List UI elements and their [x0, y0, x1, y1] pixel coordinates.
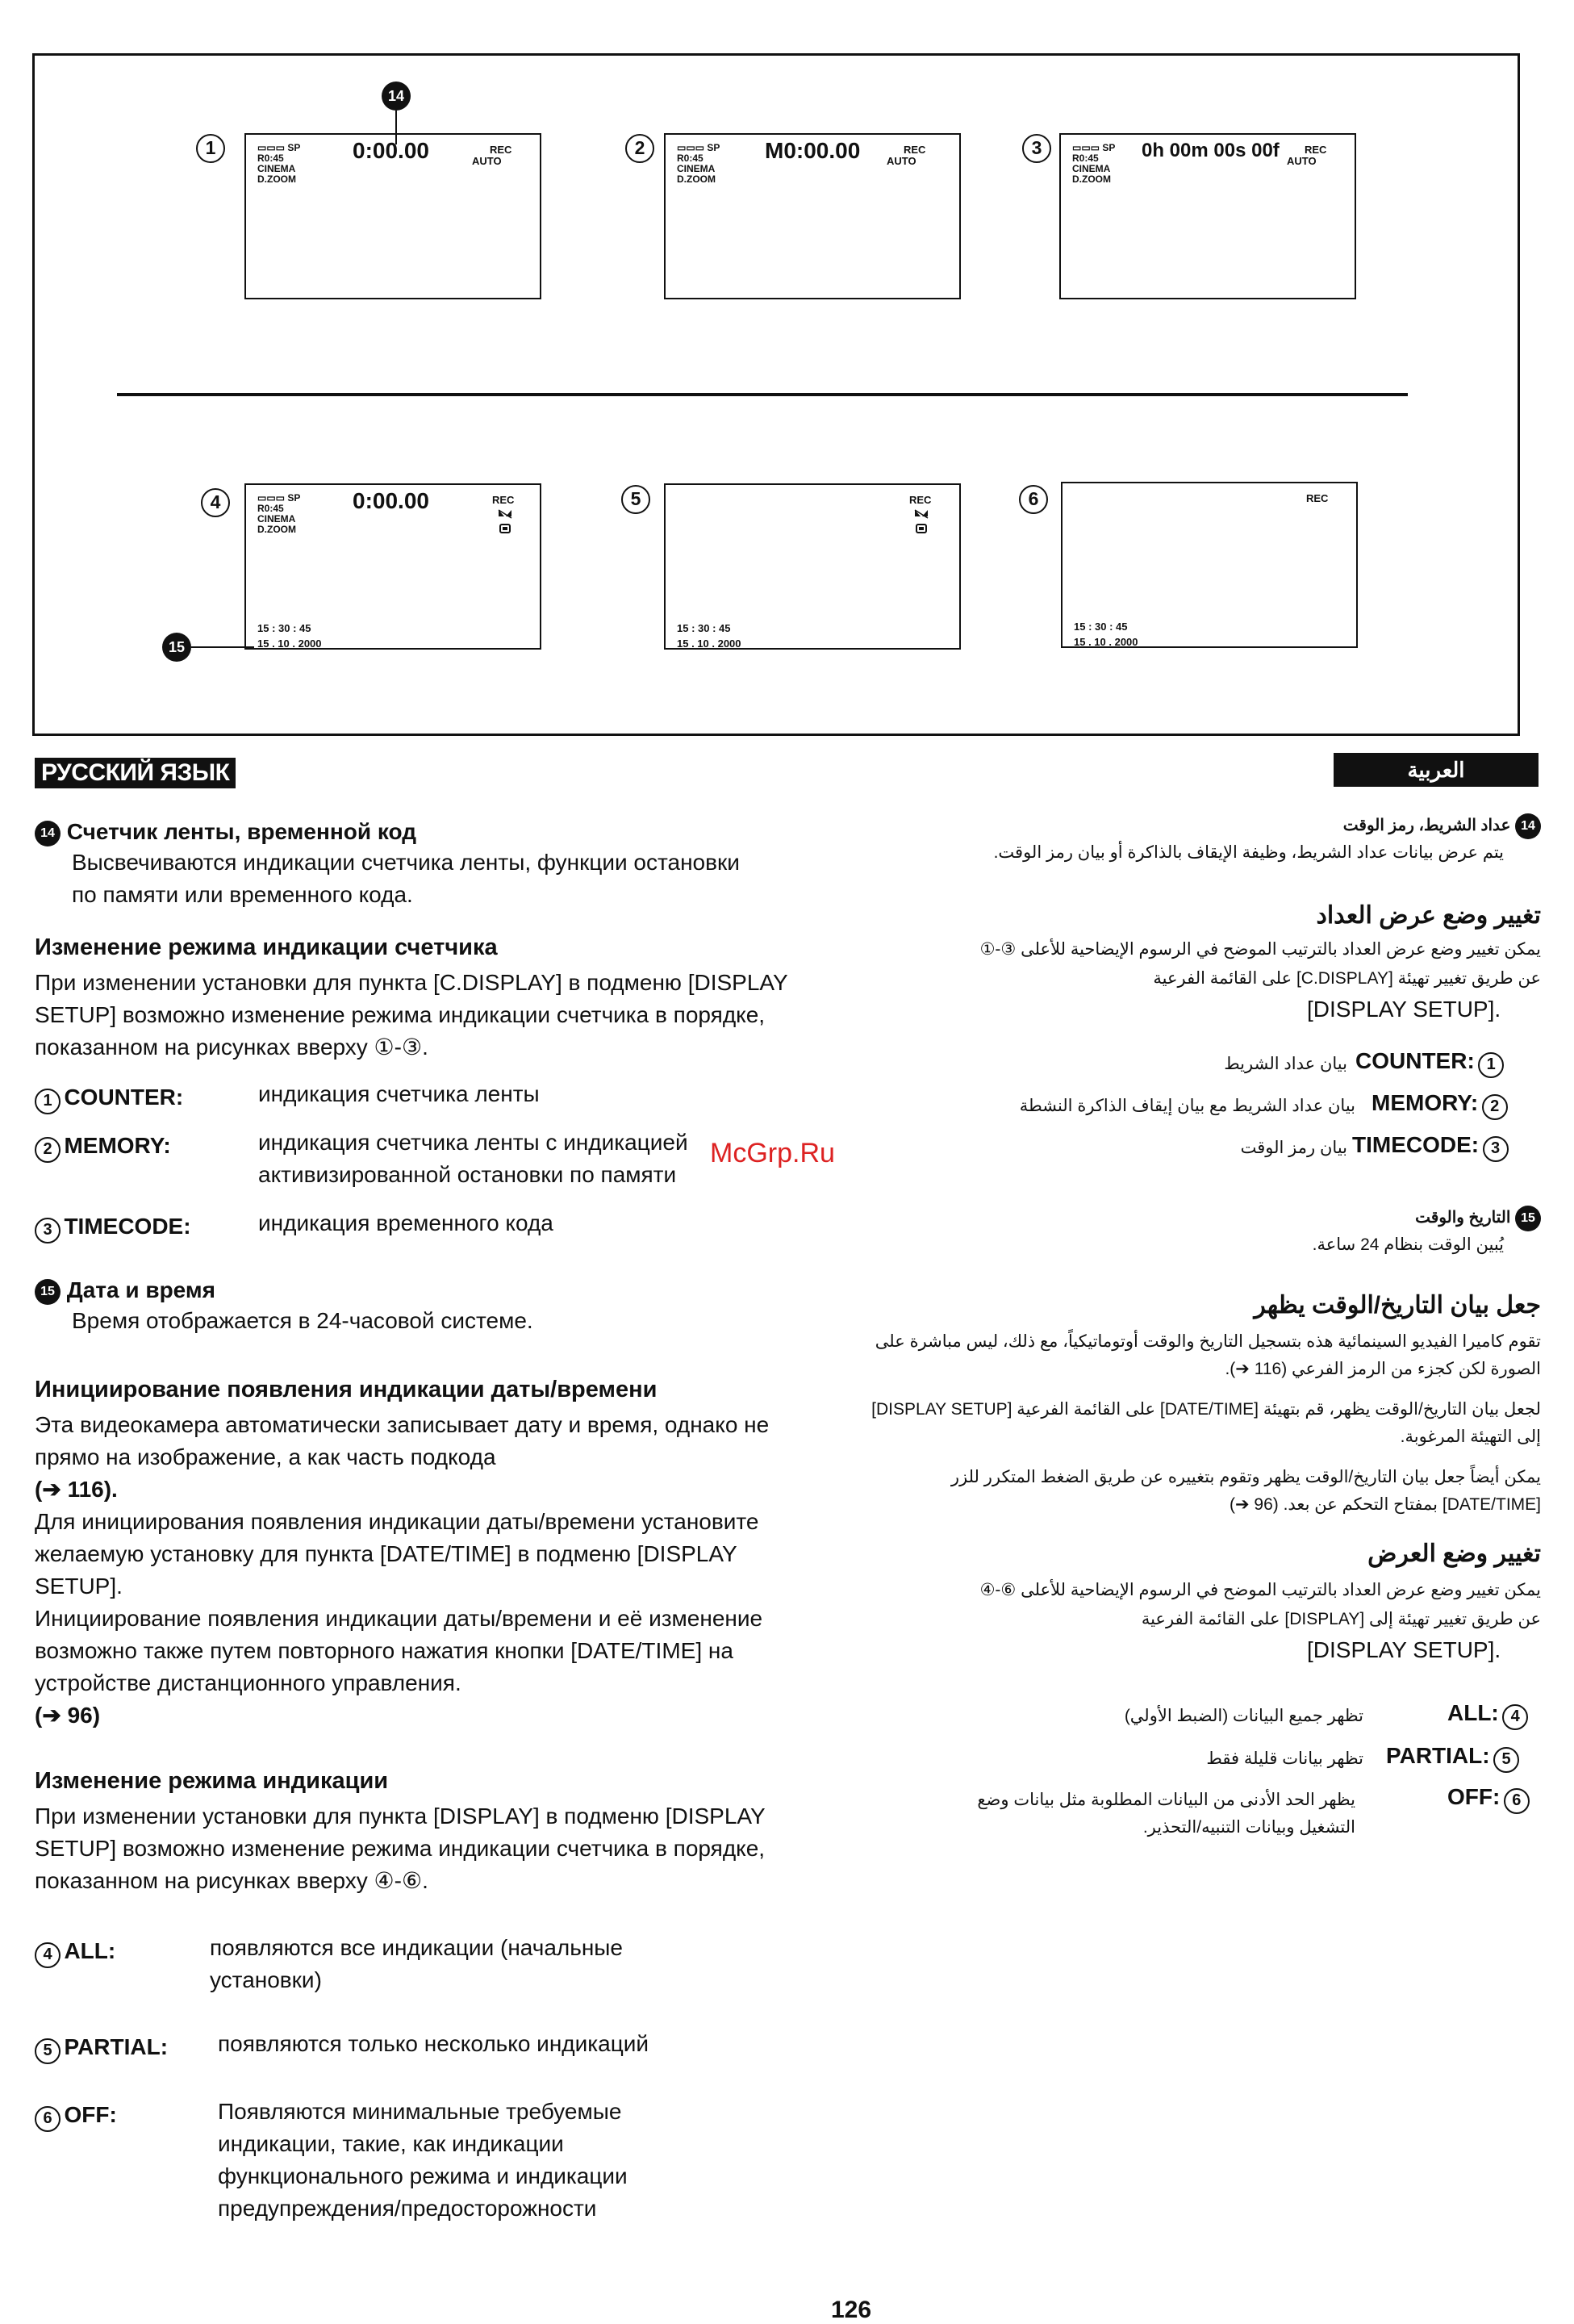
time-display: 15 : 30 : 45: [257, 622, 311, 634]
ar-counter-mode-text-2: عن طريق تغيير تهيئة [C.DISPLAY] على القائمة الفرعية: [1153, 969, 1541, 988]
screen-number-1: [196, 134, 225, 163]
ar-counter-mode-text: يمكن تغيير وضع عرض العداد بالترتيب الموضح في الرسوم الإيضاحية للأعلى ③-①: [979, 940, 1541, 959]
cinema-mode: CINEMA: [677, 163, 716, 174]
screen-number-label: 2: [634, 137, 645, 158]
screen-number-label: 3: [1031, 137, 1042, 158]
ar-item-memory: [1372, 1087, 1508, 1120]
cinema-mode: CINEMA: [257, 513, 296, 525]
time-display: 15 : 30 : 45: [677, 622, 731, 634]
ar-item-term: COUNTER:: [1355, 1048, 1475, 1073]
ar-date-time-setting-text: لجعل بيان التاريخ/الوقت يظهر، قم بتهيئة [DATE/TIME] على القائمة الفرعية [DISPLAY SETUP] إلى التهيئة المرغوبة.: [871, 1400, 1541, 1446]
ar-item-desc: تظهر بيانات قليلة فقط: [1206, 1749, 1363, 1768]
ru-item-desc: индикация временного кода: [258, 1210, 553, 1235]
ar-item-number: 2: [1482, 1094, 1508, 1120]
ru-section-14: [35, 819, 761, 911]
date-time-block: [677, 621, 741, 651]
ru-item-number: 5: [35, 2038, 61, 2064]
auto-indicator: AUTO: [472, 155, 502, 167]
screen-osd-status: [677, 143, 720, 185]
ru-s14-heading: [35, 819, 761, 846]
ru-item-term: TIMECODE:: [64, 1214, 191, 1239]
ru-item-counter: [35, 1081, 183, 1114]
ru-item-number: 6: [35, 2106, 61, 2132]
ar-item-term: ALL:: [1447, 1700, 1499, 1725]
ar-display-mode-text: يمكن تغيير وضع عرض العداد بالترتيب الموضح في الرسوم الإيضاحية للأعلى ⑥-④: [979, 1581, 1541, 1599]
ru-s14-title: Счетчик ленты, временной код: [66, 819, 417, 844]
hand-shake-icon: [500, 525, 510, 533]
ru-s15-marker: 15: [35, 1279, 61, 1305]
cinema-mode: CINEMA: [257, 163, 296, 174]
ar-item-number: 5: [1493, 1747, 1519, 1773]
date-display: 15 . 10 . 2000: [257, 637, 322, 650]
ar-item-number: 3: [1483, 1136, 1509, 1162]
ru-display-mode-text: При изменении установки для пункта [DISPLAY] в подменю [DISPLAY SETUP] возможно изменение режима индикации счетчика в порядке, показанном на рисунках вверху ④-⑥.: [35, 1804, 766, 1893]
ru-s15-heading: [35, 1277, 761, 1305]
ar-item-desc: يظهر الحد الأدنى من البيانات المطلوبة مثل بيانات وضع التشغيل وبيانات التنبيه/التحذير.: [977, 1791, 1355, 1837]
ar-s14-heading: [871, 812, 1541, 839]
ru-heading-counter-mode: Изменение режима индикации счетчика: [35, 934, 498, 960]
screen-5: [664, 483, 961, 650]
ar-section-15: [871, 1204, 1541, 1259]
ar-item-desc: تظهر جميع البيانات (الضبط الأولي): [1124, 1707, 1363, 1725]
ar-item-term: OFF:: [1447, 1784, 1501, 1809]
date-time-block: [1074, 619, 1138, 650]
rec-indicator: REC: [1305, 144, 1327, 156]
ar-item-number: 6: [1504, 1788, 1530, 1814]
ar-s14-body: يتم عرض بيانات عداد الشريط، وظيفة الإيقاف بالذاكرة أو بيان رمز الوقت.: [993, 843, 1504, 862]
rec-indicator: REC: [490, 144, 512, 156]
condensation-icon: [499, 510, 511, 518]
hand-shake-icon: [916, 525, 926, 533]
ar-item-term: TIMECODE:: [1352, 1132, 1480, 1157]
ru-item-partial: [35, 2031, 168, 2064]
watermark: McGrp.Ru: [710, 1138, 835, 1168]
battery-tape-indicator: ▭▭▭ SP: [677, 142, 720, 153]
ru-item-memory: [35, 1130, 171, 1163]
ar-s15-heading: [871, 1204, 1541, 1231]
callout-14-label: 14: [387, 88, 405, 104]
screen-number-4: [201, 488, 230, 517]
remaining-time: R0:45: [257, 503, 284, 514]
ar-heading-display-mode: تغيير وضع العرض: [1367, 1540, 1541, 1567]
screen-number-6: [1019, 485, 1048, 514]
ar-item-all: [1447, 1697, 1528, 1730]
callout-15: [162, 633, 191, 662]
ru-s15-title: Дата и время: [66, 1277, 215, 1302]
ru-date-time-remote-text: Инициирование появления индикации даты/времени и её изменение возможно также путем повторного нажатия кнопки [DATE/TIME] на устройстве дистанционного управления.: [35, 1606, 763, 1695]
timecode-display: 0h 00m 00s 00f: [1142, 140, 1280, 161]
screen-number-3: [1022, 134, 1051, 163]
ru-section-15: [35, 1277, 761, 1337]
ar-date-time-remote-text: يمكن أيضاً جعل بيان التاريخ/الوقت يظهر وتقوم بتغييره عن طريق الضغط المتكرر للزر [DATE/TIME] بمفتاح التحكم عن بعد. (96 ➔): [950, 1468, 1541, 1514]
counter-display: 0:00.00: [353, 138, 429, 163]
ru-heading-display-mode: Изменение режима индикации: [35, 1768, 389, 1794]
screen-number-2: [625, 134, 654, 163]
ar-item-number: 1: [1478, 1052, 1504, 1078]
screen-number-label: 6: [1028, 488, 1039, 509]
ru-item-number: 4: [35, 1942, 61, 1968]
remaining-time: R0:45: [677, 153, 703, 164]
ru-item-number: 1: [35, 1089, 61, 1114]
rec-indicator: REC: [1306, 492, 1329, 504]
date-display: 15 . 10 . 2000: [1074, 636, 1138, 648]
ru-ref-116: (➔ 116).: [35, 1477, 118, 1502]
callout-14: [382, 82, 411, 111]
ar-item-timecode: [1352, 1129, 1509, 1162]
diagram-divider: [117, 393, 1408, 396]
ar-s15-body: يُبين الوقت بنظام 24 ساعة.: [1312, 1235, 1504, 1254]
russian-language-label: РУССКИЙ ЯЗЫК: [35, 758, 236, 788]
ru-item-desc: появляются только несколько индикаций: [218, 2031, 649, 2056]
ru-item-desc: индикация счетчика ленты с индикацией активизированной остановки по памяти: [258, 1130, 688, 1187]
ar-item-term: PARTIAL:: [1386, 1743, 1490, 1768]
ru-item-term: MEMORY:: [64, 1133, 171, 1158]
screen-3: [1059, 133, 1356, 299]
screen-4: [244, 483, 541, 650]
ar-item-term: MEMORY:: [1372, 1090, 1479, 1115]
ru-item-desc: Появляются минимальные требуемые индикации, такие, как индикации функционального режима и индикации предупреждения/предосторожности: [218, 2099, 628, 2221]
ru-item-term: OFF:: [64, 2102, 117, 2127]
remaining-time: R0:45: [1072, 153, 1099, 164]
ru-ref-96: (➔ 96): [35, 1703, 101, 1728]
battery-tape-indicator: ▭▭▭ SP: [1072, 142, 1116, 153]
callout-15-leader: [191, 646, 254, 648]
warning-icons: [912, 508, 930, 538]
ar-date-time-text: تقوم كاميرا الفيديو السينمائية هذه بتسجيل التاريخ والوقت أوتوماتيكياً، مع ذلك، ليس مباشرة على الصورة لكن كجزء من الرمز الفرعي (116 ➔).: [875, 1332, 1541, 1378]
ru-s14-body: Высвечиваются индикации счетчика ленты, функции остановки по памяти или временного кода.: [72, 849, 740, 907]
screen-1: [244, 133, 541, 299]
ru-item-desc: появляются все индикации (начальные установки): [210, 1935, 623, 1992]
ru-date-time-text: Эта видеокамера автоматически записывает дату и время, однако не прямо на изображение, а как часть подкода: [35, 1412, 770, 1469]
warning-icons: [496, 508, 514, 538]
auto-indicator: AUTO: [1287, 155, 1317, 167]
ru-heading-date-time: Инициирование появления индикации даты/времени: [35, 1377, 658, 1402]
ru-item-number: 2: [35, 1137, 61, 1163]
ru-s15-body: Время отображается в 24-часовой системе.: [72, 1307, 533, 1333]
rec-indicator: REC: [492, 494, 515, 506]
ru-item-timecode: [35, 1210, 191, 1244]
ar-item-desc: بيان رمز الوقت: [1240, 1139, 1347, 1157]
screen-number-5: [621, 485, 650, 514]
ar-s14-marker: 14: [1515, 813, 1541, 839]
ar-item-counter: [1355, 1045, 1504, 1078]
battery-tape-indicator: ▭▭▭ SP: [257, 492, 301, 504]
auto-indicator: AUTO: [887, 155, 916, 167]
ar-item-number: 4: [1502, 1704, 1528, 1730]
ar-section-14: [871, 812, 1541, 867]
ar-item-partial: [1386, 1740, 1519, 1773]
ar-heading-counter-mode: تغيير وضع عرض العداد: [1316, 902, 1541, 929]
ar-item-desc: بيان عداد الشريط مع بيان إيقاف الذاكرة النشطة: [1019, 1097, 1355, 1115]
ru-item-term: ALL:: [64, 1938, 116, 1963]
digital-zoom: D.ZOOM: [257, 524, 296, 535]
digital-zoom: D.ZOOM: [1072, 173, 1111, 185]
screen-number-label: 1: [205, 137, 216, 158]
ar-s14-title: عداد الشريط، رمز الوقت: [1342, 817, 1511, 834]
ru-counter-mode-text: При изменении установки для пункта [C.DISPLAY] в подменю [DISPLAY SETUP] возможно изменение режима индикации счетчика в порядке, показанном на рисунках вверху ①-③.: [35, 970, 788, 1060]
ar-display-mode-text-2: عن طريق تغيير تهيئة إلى [DISPLAY] على القائمة الفرعية: [1141, 1610, 1541, 1628]
rec-indicator: REC: [909, 494, 932, 506]
date-time-block: [257, 621, 322, 651]
ar-item-desc: بيان عداد الشريط: [1224, 1055, 1347, 1073]
ar-s15-title: التاريخ والوقت: [1415, 1209, 1511, 1227]
ru-date-time-setting-text: Для инициирования появления индикации даты/времени установите желаемую установку для пункта [DATE/TIME] в подменю [DISPLAY SETUP].: [35, 1509, 759, 1599]
ru-item-number: 3: [35, 1218, 61, 1244]
screen-6: [1061, 482, 1358, 648]
counter-display: M0:00.00: [765, 138, 861, 163]
screen-osd-status: [257, 493, 300, 535]
ar-s15-marker: 15: [1515, 1206, 1541, 1231]
date-display: 15 . 10 . 2000: [677, 637, 741, 650]
screen-number-label: 4: [210, 491, 221, 512]
arabic-language-label: العربية: [1334, 753, 1539, 787]
time-display: 15 : 30 : 45: [1074, 621, 1128, 633]
condensation-icon: [915, 510, 928, 518]
digital-zoom: D.ZOOM: [677, 173, 716, 185]
ar-display-setup-ref: [DISPLAY SETUP].: [1307, 997, 1501, 1022]
page-number: 126: [831, 2297, 872, 2323]
ar-item-off: [1447, 1781, 1530, 1814]
screen-number-label: 5: [630, 488, 641, 509]
screen-osd-status: [257, 143, 300, 185]
ru-item-all: [35, 1935, 115, 1968]
cinema-mode: CINEMA: [1072, 163, 1111, 174]
ru-item-term: COUNTER:: [64, 1085, 184, 1110]
screen-osd-status: [1072, 143, 1115, 185]
ru-item-term: PARTIAL:: [64, 2034, 169, 2059]
digital-zoom: D.ZOOM: [257, 173, 296, 185]
ar-display-setup-ref-2: [DISPLAY SETUP].: [1307, 1637, 1501, 1662]
ru-item-desc: индикация счетчика ленты: [258, 1081, 540, 1106]
ar-heading-date-time: جعل بيان التاريخ/الوقت يظهر: [1254, 1292, 1541, 1319]
battery-tape-indicator: ▭▭▭ SP: [257, 142, 301, 153]
ru-item-off: [35, 2099, 117, 2132]
rec-indicator: REC: [904, 144, 926, 156]
ru-s14-marker: 14: [35, 821, 61, 846]
screen-2: [664, 133, 961, 299]
counter-display: 0:00.00: [353, 488, 429, 513]
remaining-time: R0:45: [257, 153, 284, 164]
callout-15-label: 15: [168, 639, 186, 655]
